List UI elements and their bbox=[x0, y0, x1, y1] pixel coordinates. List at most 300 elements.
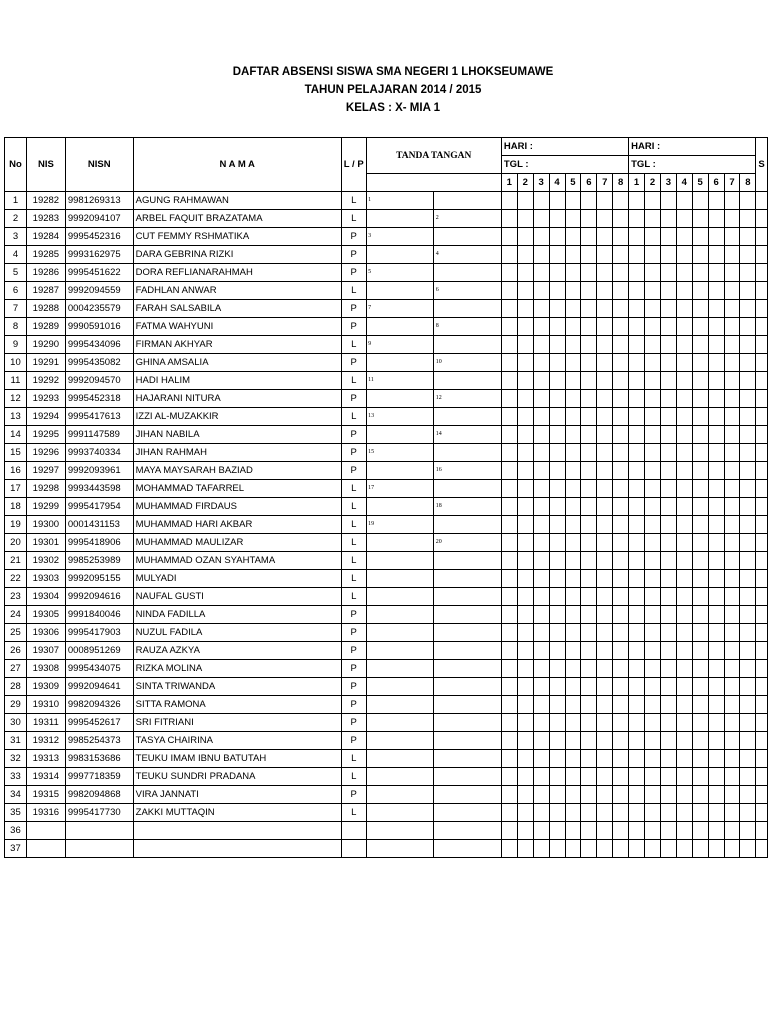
attendance-cell[interactable] bbox=[740, 480, 756, 498]
attendance-cell[interactable] bbox=[629, 426, 645, 444]
attendance-cell[interactable] bbox=[597, 714, 613, 732]
attendance-cell[interactable] bbox=[613, 192, 629, 210]
attendance-cell[interactable] bbox=[756, 462, 768, 480]
attendance-cell[interactable] bbox=[645, 678, 661, 696]
attendance-cell[interactable] bbox=[581, 336, 597, 354]
signature-cell[interactable] bbox=[366, 210, 434, 228]
attendance-cell[interactable] bbox=[708, 408, 724, 426]
attendance-cell[interactable] bbox=[724, 192, 740, 210]
attendance-cell[interactable] bbox=[660, 660, 676, 678]
attendance-cell[interactable] bbox=[676, 642, 692, 660]
attendance-cell[interactable] bbox=[517, 192, 533, 210]
attendance-cell[interactable] bbox=[660, 498, 676, 516]
attendance-cell[interactable] bbox=[517, 786, 533, 804]
attendance-cell[interactable] bbox=[613, 786, 629, 804]
attendance-cell[interactable] bbox=[613, 624, 629, 642]
attendance-cell[interactable] bbox=[740, 210, 756, 228]
attendance-cell[interactable] bbox=[517, 534, 533, 552]
attendance-cell[interactable] bbox=[645, 282, 661, 300]
attendance-cell[interactable] bbox=[740, 786, 756, 804]
attendance-cell[interactable] bbox=[533, 246, 549, 264]
attendance-cell[interactable] bbox=[660, 786, 676, 804]
attendance-cell[interactable] bbox=[756, 660, 768, 678]
signature-cell[interactable] bbox=[366, 696, 434, 714]
attendance-cell[interactable] bbox=[565, 282, 581, 300]
attendance-cell[interactable] bbox=[756, 804, 768, 822]
attendance-cell[interactable] bbox=[692, 408, 708, 426]
attendance-cell[interactable] bbox=[660, 462, 676, 480]
attendance-cell[interactable] bbox=[740, 318, 756, 336]
attendance-cell[interactable] bbox=[581, 660, 597, 678]
attendance-cell[interactable] bbox=[629, 408, 645, 426]
attendance-cell[interactable] bbox=[629, 678, 645, 696]
attendance-cell[interactable] bbox=[565, 804, 581, 822]
attendance-cell[interactable] bbox=[613, 660, 629, 678]
signature-cell[interactable] bbox=[366, 264, 434, 282]
signature-cell[interactable] bbox=[434, 318, 502, 336]
attendance-cell[interactable] bbox=[581, 714, 597, 732]
attendance-cell[interactable] bbox=[708, 444, 724, 462]
attendance-cell[interactable] bbox=[565, 552, 581, 570]
attendance-cell[interactable] bbox=[533, 534, 549, 552]
attendance-cell[interactable] bbox=[645, 192, 661, 210]
attendance-cell[interactable] bbox=[565, 714, 581, 732]
attendance-cell[interactable] bbox=[756, 354, 768, 372]
attendance-cell[interactable] bbox=[629, 390, 645, 408]
signature-cell[interactable] bbox=[366, 606, 434, 624]
attendance-cell[interactable] bbox=[581, 354, 597, 372]
attendance-cell[interactable] bbox=[549, 372, 565, 390]
attendance-cell[interactable] bbox=[724, 660, 740, 678]
attendance-cell[interactable] bbox=[549, 336, 565, 354]
attendance-cell[interactable] bbox=[645, 768, 661, 786]
attendance-cell[interactable] bbox=[676, 804, 692, 822]
attendance-cell[interactable] bbox=[660, 696, 676, 714]
attendance-cell[interactable] bbox=[708, 750, 724, 768]
attendance-cell[interactable] bbox=[613, 444, 629, 462]
attendance-cell[interactable] bbox=[501, 498, 517, 516]
attendance-cell[interactable] bbox=[660, 534, 676, 552]
attendance-cell[interactable] bbox=[692, 588, 708, 606]
attendance-cell[interactable] bbox=[676, 264, 692, 282]
attendance-cell[interactable] bbox=[740, 714, 756, 732]
attendance-cell[interactable] bbox=[597, 840, 613, 858]
attendance-cell[interactable] bbox=[613, 642, 629, 660]
attendance-cell[interactable] bbox=[692, 552, 708, 570]
attendance-cell[interactable] bbox=[740, 228, 756, 246]
signature-cell[interactable] bbox=[434, 840, 502, 858]
signature-cell[interactable] bbox=[366, 732, 434, 750]
attendance-cell[interactable] bbox=[613, 822, 629, 840]
attendance-cell[interactable] bbox=[533, 318, 549, 336]
attendance-cell[interactable] bbox=[565, 372, 581, 390]
attendance-cell[interactable] bbox=[756, 606, 768, 624]
attendance-cell[interactable] bbox=[613, 750, 629, 768]
attendance-cell[interactable] bbox=[692, 570, 708, 588]
attendance-cell[interactable] bbox=[645, 822, 661, 840]
attendance-cell[interactable] bbox=[740, 336, 756, 354]
attendance-cell[interactable] bbox=[708, 462, 724, 480]
attendance-cell[interactable] bbox=[676, 300, 692, 318]
attendance-cell[interactable] bbox=[692, 714, 708, 732]
attendance-cell[interactable] bbox=[533, 750, 549, 768]
signature-cell[interactable] bbox=[366, 480, 434, 498]
attendance-cell[interactable] bbox=[517, 300, 533, 318]
attendance-cell[interactable] bbox=[676, 732, 692, 750]
attendance-cell[interactable] bbox=[517, 660, 533, 678]
attendance-cell[interactable] bbox=[740, 588, 756, 606]
attendance-cell[interactable] bbox=[645, 624, 661, 642]
attendance-cell[interactable] bbox=[724, 426, 740, 444]
attendance-cell[interactable] bbox=[645, 228, 661, 246]
attendance-cell[interactable] bbox=[756, 840, 768, 858]
attendance-cell[interactable] bbox=[501, 660, 517, 678]
signature-cell[interactable] bbox=[434, 246, 502, 264]
attendance-cell[interactable] bbox=[533, 642, 549, 660]
attendance-cell[interactable] bbox=[645, 336, 661, 354]
attendance-cell[interactable] bbox=[692, 480, 708, 498]
attendance-cell[interactable] bbox=[708, 516, 724, 534]
attendance-cell[interactable] bbox=[629, 552, 645, 570]
attendance-cell[interactable] bbox=[676, 570, 692, 588]
attendance-cell[interactable] bbox=[565, 300, 581, 318]
attendance-cell[interactable] bbox=[660, 714, 676, 732]
signature-cell[interactable] bbox=[366, 552, 434, 570]
attendance-cell[interactable] bbox=[629, 354, 645, 372]
attendance-cell[interactable] bbox=[756, 552, 768, 570]
attendance-cell[interactable] bbox=[597, 732, 613, 750]
attendance-cell[interactable] bbox=[517, 552, 533, 570]
attendance-cell[interactable] bbox=[676, 372, 692, 390]
attendance-cell[interactable] bbox=[517, 624, 533, 642]
attendance-cell[interactable] bbox=[756, 570, 768, 588]
signature-cell[interactable] bbox=[366, 462, 434, 480]
attendance-cell[interactable] bbox=[724, 840, 740, 858]
attendance-cell[interactable] bbox=[676, 318, 692, 336]
attendance-cell[interactable] bbox=[533, 768, 549, 786]
attendance-cell[interactable] bbox=[613, 696, 629, 714]
attendance-cell[interactable] bbox=[740, 498, 756, 516]
signature-cell[interactable] bbox=[434, 264, 502, 282]
attendance-cell[interactable] bbox=[756, 714, 768, 732]
attendance-cell[interactable] bbox=[613, 714, 629, 732]
attendance-cell[interactable] bbox=[517, 588, 533, 606]
attendance-cell[interactable] bbox=[645, 750, 661, 768]
signature-cell[interactable] bbox=[366, 804, 434, 822]
attendance-cell[interactable] bbox=[756, 498, 768, 516]
attendance-cell[interactable] bbox=[692, 498, 708, 516]
attendance-cell[interactable] bbox=[565, 588, 581, 606]
signature-cell[interactable] bbox=[434, 570, 502, 588]
attendance-cell[interactable] bbox=[565, 642, 581, 660]
attendance-cell[interactable] bbox=[613, 732, 629, 750]
attendance-cell[interactable] bbox=[692, 768, 708, 786]
attendance-cell[interactable] bbox=[613, 264, 629, 282]
attendance-cell[interactable] bbox=[501, 606, 517, 624]
attendance-cell[interactable] bbox=[581, 750, 597, 768]
attendance-cell[interactable] bbox=[756, 390, 768, 408]
attendance-cell[interactable] bbox=[724, 696, 740, 714]
attendance-cell[interactable] bbox=[724, 264, 740, 282]
attendance-cell[interactable] bbox=[597, 804, 613, 822]
attendance-cell[interactable] bbox=[676, 228, 692, 246]
attendance-cell[interactable] bbox=[708, 264, 724, 282]
attendance-cell[interactable] bbox=[676, 552, 692, 570]
attendance-cell[interactable] bbox=[660, 804, 676, 822]
signature-cell[interactable] bbox=[434, 516, 502, 534]
attendance-cell[interactable] bbox=[692, 444, 708, 462]
attendance-cell[interactable] bbox=[629, 282, 645, 300]
attendance-cell[interactable] bbox=[660, 516, 676, 534]
signature-cell[interactable] bbox=[366, 228, 434, 246]
attendance-cell[interactable] bbox=[565, 750, 581, 768]
attendance-cell[interactable] bbox=[549, 732, 565, 750]
attendance-cell[interactable] bbox=[565, 480, 581, 498]
attendance-cell[interactable] bbox=[645, 534, 661, 552]
attendance-cell[interactable] bbox=[676, 192, 692, 210]
attendance-cell[interactable] bbox=[565, 786, 581, 804]
attendance-cell[interactable] bbox=[549, 300, 565, 318]
attendance-cell[interactable] bbox=[613, 840, 629, 858]
attendance-cell[interactable] bbox=[501, 732, 517, 750]
attendance-cell[interactable] bbox=[660, 390, 676, 408]
attendance-cell[interactable] bbox=[692, 642, 708, 660]
attendance-cell[interactable] bbox=[613, 426, 629, 444]
attendance-cell[interactable] bbox=[660, 210, 676, 228]
attendance-cell[interactable] bbox=[533, 678, 549, 696]
attendance-cell[interactable] bbox=[724, 372, 740, 390]
attendance-cell[interactable] bbox=[613, 534, 629, 552]
attendance-cell[interactable] bbox=[724, 318, 740, 336]
attendance-cell[interactable] bbox=[692, 678, 708, 696]
signature-cell[interactable] bbox=[434, 822, 502, 840]
attendance-cell[interactable] bbox=[581, 282, 597, 300]
attendance-cell[interactable] bbox=[613, 210, 629, 228]
signature-cell[interactable] bbox=[434, 552, 502, 570]
attendance-cell[interactable] bbox=[660, 318, 676, 336]
attendance-cell[interactable] bbox=[549, 750, 565, 768]
attendance-cell[interactable] bbox=[597, 696, 613, 714]
attendance-cell[interactable] bbox=[692, 282, 708, 300]
attendance-cell[interactable] bbox=[708, 552, 724, 570]
attendance-cell[interactable] bbox=[581, 642, 597, 660]
attendance-cell[interactable] bbox=[692, 426, 708, 444]
signature-cell[interactable] bbox=[434, 624, 502, 642]
attendance-cell[interactable] bbox=[692, 390, 708, 408]
attendance-cell[interactable] bbox=[597, 390, 613, 408]
attendance-cell[interactable] bbox=[597, 372, 613, 390]
attendance-cell[interactable] bbox=[740, 426, 756, 444]
signature-cell[interactable] bbox=[434, 696, 502, 714]
attendance-cell[interactable] bbox=[676, 408, 692, 426]
attendance-cell[interactable] bbox=[613, 408, 629, 426]
attendance-cell[interactable] bbox=[724, 678, 740, 696]
attendance-cell[interactable] bbox=[740, 462, 756, 480]
attendance-cell[interactable] bbox=[724, 444, 740, 462]
signature-cell[interactable] bbox=[366, 426, 434, 444]
attendance-cell[interactable] bbox=[597, 480, 613, 498]
attendance-cell[interactable] bbox=[629, 336, 645, 354]
signature-cell[interactable] bbox=[366, 840, 434, 858]
attendance-cell[interactable] bbox=[708, 804, 724, 822]
attendance-cell[interactable] bbox=[724, 606, 740, 624]
attendance-cell[interactable] bbox=[613, 354, 629, 372]
signature-cell[interactable] bbox=[434, 426, 502, 444]
attendance-cell[interactable] bbox=[533, 390, 549, 408]
attendance-cell[interactable] bbox=[629, 714, 645, 732]
attendance-cell[interactable] bbox=[756, 516, 768, 534]
signature-cell[interactable] bbox=[434, 660, 502, 678]
attendance-cell[interactable] bbox=[692, 462, 708, 480]
attendance-cell[interactable] bbox=[692, 228, 708, 246]
attendance-cell[interactable] bbox=[597, 786, 613, 804]
signature-cell[interactable] bbox=[366, 786, 434, 804]
attendance-cell[interactable] bbox=[597, 768, 613, 786]
attendance-cell[interactable] bbox=[597, 426, 613, 444]
attendance-cell[interactable] bbox=[533, 228, 549, 246]
signature-cell[interactable] bbox=[366, 318, 434, 336]
signature-cell[interactable] bbox=[434, 408, 502, 426]
signature-cell[interactable] bbox=[434, 390, 502, 408]
attendance-cell[interactable] bbox=[756, 372, 768, 390]
attendance-cell[interactable] bbox=[549, 318, 565, 336]
signature-cell[interactable] bbox=[366, 516, 434, 534]
attendance-cell[interactable] bbox=[549, 462, 565, 480]
attendance-cell[interactable] bbox=[613, 336, 629, 354]
attendance-cell[interactable] bbox=[708, 606, 724, 624]
attendance-cell[interactable] bbox=[724, 588, 740, 606]
attendance-cell[interactable] bbox=[581, 426, 597, 444]
attendance-cell[interactable] bbox=[692, 264, 708, 282]
attendance-cell[interactable] bbox=[708, 642, 724, 660]
attendance-cell[interactable] bbox=[565, 192, 581, 210]
attendance-cell[interactable] bbox=[660, 678, 676, 696]
attendance-cell[interactable] bbox=[517, 210, 533, 228]
attendance-cell[interactable] bbox=[645, 426, 661, 444]
signature-cell[interactable] bbox=[366, 588, 434, 606]
attendance-cell[interactable] bbox=[645, 732, 661, 750]
attendance-cell[interactable] bbox=[613, 768, 629, 786]
attendance-cell[interactable] bbox=[724, 768, 740, 786]
attendance-cell[interactable] bbox=[692, 660, 708, 678]
attendance-cell[interactable] bbox=[692, 786, 708, 804]
attendance-cell[interactable] bbox=[581, 840, 597, 858]
attendance-cell[interactable] bbox=[549, 534, 565, 552]
attendance-cell[interactable] bbox=[724, 336, 740, 354]
attendance-cell[interactable] bbox=[597, 750, 613, 768]
attendance-cell[interactable] bbox=[613, 246, 629, 264]
signature-cell[interactable] bbox=[434, 642, 502, 660]
attendance-cell[interactable] bbox=[756, 768, 768, 786]
attendance-cell[interactable] bbox=[533, 786, 549, 804]
attendance-cell[interactable] bbox=[629, 372, 645, 390]
attendance-cell[interactable] bbox=[581, 822, 597, 840]
signature-cell[interactable] bbox=[366, 678, 434, 696]
attendance-cell[interactable] bbox=[597, 318, 613, 336]
attendance-cell[interactable] bbox=[740, 408, 756, 426]
attendance-cell[interactable] bbox=[756, 246, 768, 264]
signature-cell[interactable] bbox=[434, 210, 502, 228]
attendance-cell[interactable] bbox=[517, 336, 533, 354]
attendance-cell[interactable] bbox=[645, 372, 661, 390]
attendance-cell[interactable] bbox=[565, 678, 581, 696]
attendance-cell[interactable] bbox=[501, 714, 517, 732]
attendance-cell[interactable] bbox=[676, 768, 692, 786]
attendance-cell[interactable] bbox=[676, 516, 692, 534]
attendance-cell[interactable] bbox=[517, 462, 533, 480]
attendance-cell[interactable] bbox=[645, 498, 661, 516]
attendance-cell[interactable] bbox=[501, 390, 517, 408]
attendance-cell[interactable] bbox=[533, 588, 549, 606]
attendance-cell[interactable] bbox=[581, 192, 597, 210]
attendance-cell[interactable] bbox=[581, 570, 597, 588]
attendance-cell[interactable] bbox=[549, 444, 565, 462]
attendance-cell[interactable] bbox=[501, 804, 517, 822]
attendance-cell[interactable] bbox=[501, 480, 517, 498]
attendance-cell[interactable] bbox=[597, 534, 613, 552]
attendance-cell[interactable] bbox=[565, 246, 581, 264]
attendance-cell[interactable] bbox=[533, 192, 549, 210]
attendance-cell[interactable] bbox=[629, 480, 645, 498]
attendance-cell[interactable] bbox=[565, 210, 581, 228]
attendance-cell[interactable] bbox=[708, 678, 724, 696]
attendance-cell[interactable] bbox=[676, 498, 692, 516]
attendance-cell[interactable] bbox=[676, 822, 692, 840]
attendance-cell[interactable] bbox=[740, 750, 756, 768]
attendance-cell[interactable] bbox=[565, 516, 581, 534]
attendance-cell[interactable] bbox=[581, 444, 597, 462]
attendance-cell[interactable] bbox=[740, 444, 756, 462]
attendance-cell[interactable] bbox=[565, 570, 581, 588]
attendance-cell[interactable] bbox=[660, 480, 676, 498]
attendance-cell[interactable] bbox=[549, 642, 565, 660]
attendance-cell[interactable] bbox=[533, 660, 549, 678]
attendance-cell[interactable] bbox=[501, 642, 517, 660]
attendance-cell[interactable] bbox=[676, 480, 692, 498]
signature-cell[interactable] bbox=[366, 354, 434, 372]
attendance-cell[interactable] bbox=[756, 732, 768, 750]
attendance-cell[interactable] bbox=[613, 318, 629, 336]
attendance-cell[interactable] bbox=[660, 552, 676, 570]
attendance-cell[interactable] bbox=[597, 462, 613, 480]
attendance-cell[interactable] bbox=[756, 282, 768, 300]
attendance-cell[interactable] bbox=[740, 372, 756, 390]
attendance-cell[interactable] bbox=[708, 318, 724, 336]
attendance-cell[interactable] bbox=[533, 732, 549, 750]
signature-cell[interactable] bbox=[366, 642, 434, 660]
attendance-cell[interactable] bbox=[629, 588, 645, 606]
attendance-cell[interactable] bbox=[597, 444, 613, 462]
attendance-cell[interactable] bbox=[597, 408, 613, 426]
attendance-cell[interactable] bbox=[613, 804, 629, 822]
attendance-cell[interactable] bbox=[645, 390, 661, 408]
attendance-cell[interactable] bbox=[708, 534, 724, 552]
attendance-cell[interactable] bbox=[645, 408, 661, 426]
attendance-cell[interactable] bbox=[676, 660, 692, 678]
attendance-cell[interactable] bbox=[501, 696, 517, 714]
attendance-cell[interactable] bbox=[740, 390, 756, 408]
signature-cell[interactable] bbox=[366, 192, 434, 210]
attendance-cell[interactable] bbox=[501, 318, 517, 336]
attendance-cell[interactable] bbox=[517, 606, 533, 624]
attendance-cell[interactable] bbox=[724, 282, 740, 300]
attendance-cell[interactable] bbox=[517, 678, 533, 696]
attendance-cell[interactable] bbox=[517, 840, 533, 858]
attendance-cell[interactable] bbox=[756, 336, 768, 354]
attendance-cell[interactable] bbox=[740, 264, 756, 282]
attendance-cell[interactable] bbox=[724, 732, 740, 750]
attendance-cell[interactable] bbox=[740, 624, 756, 642]
